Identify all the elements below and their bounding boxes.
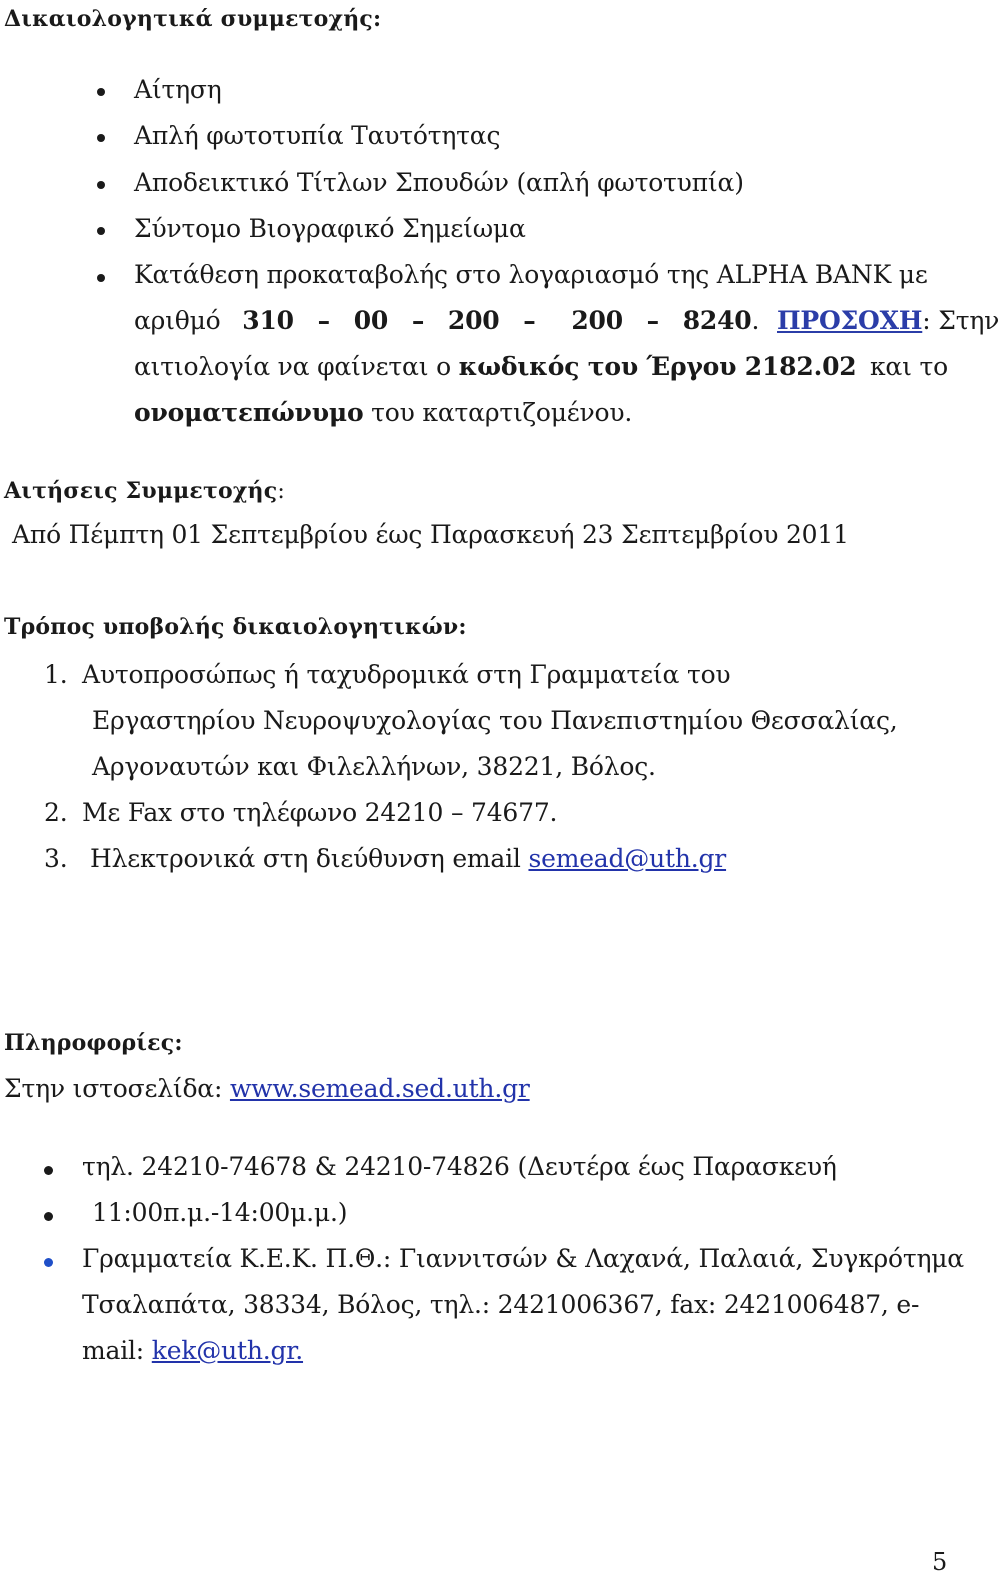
account-part: 310 — [242, 306, 294, 335]
list-item: Αποδεικτικό Τίτλων Σπουδών (απλή φωτοτυπία) — [134, 168, 744, 197]
website-label: Στην ιστοσελίδα: — [4, 1074, 223, 1103]
submission-item-2: Με Fax στο τηλέφωνο 24210 – 74677. — [82, 798, 558, 827]
secretariat-line-1: Γραμματεία Κ.Ε.Κ. Π.Θ.: Γιαννιτσών & Λαχανά, Παλαιά, Συγκρότημα — [82, 1244, 964, 1273]
deposit-line-3 — [134, 352, 856, 381]
applications-heading — [4, 478, 285, 504]
submission-number: 1. — [44, 660, 68, 689]
account-dash: – — [646, 306, 659, 335]
submission-number: 3. — [44, 844, 68, 873]
account-dash: – — [523, 306, 536, 335]
email-link[interactable]: semead@uth.gr — [528, 844, 727, 873]
deposit-line-1: Κατάθεση προκαταβολής στο λογαριασμό της ALPHA BANK με — [134, 260, 928, 289]
phone-line-2: 11:00π.μ.-14:00μ.μ.) — [92, 1198, 348, 1227]
attention-rest: : Στην — [922, 306, 999, 335]
submission-heading: Τρόπος υποβολής δικαιολογητικών: — [4, 614, 467, 640]
submission-item-1-line-2: Εργαστηρίου Νευροψυχολογίας του Πανεπιστημίου Θεσσαλίας, — [92, 706, 898, 735]
list-item: Απλή φωτοτυπία Ταυτότητας — [134, 121, 501, 150]
account-period: . — [751, 306, 760, 335]
bullet-icon — [44, 1166, 53, 1175]
bullet-icon — [97, 88, 105, 96]
bullet-icon — [97, 227, 105, 235]
documents-heading: Δικαιολογητικά συμμετοχής: — [4, 6, 382, 32]
submission-item-3-text: Ηλεκτρονικά στη διεύθυνση email — [90, 844, 521, 873]
website-link[interactable]: www.semead.sed.uth.gr — [229, 1074, 530, 1103]
project-code: κωδικός του Έργου 2182.02 — [458, 352, 857, 381]
applications-period: Από Πέμπτη 01 Σεπτεμβρίου έως Παρασκευή 23 Σεπτεμβρίου 2011 — [12, 520, 849, 549]
secretariat-line-2: Τσαλαπάτα, 38334, Βόλος, τηλ.: 2421006367, fax: 2421006487, e- — [82, 1290, 920, 1319]
submission-item-1-line-3: Αργοναυτών και Φιλελλήνων, 38221, Βόλος. — [92, 752, 656, 781]
account-part: 8240 — [682, 306, 752, 335]
deposit-line-3-end: και το — [870, 352, 948, 381]
info-heading: Πληροφορίες: — [4, 1030, 183, 1056]
secretariat-mail-label: mail: — [82, 1336, 145, 1365]
secretariat-email-link[interactable]: kek@uth.gr. — [151, 1336, 304, 1365]
phone-line-1: τηλ. 24210-74678 & 24210-74826 (Δευτέρα έως Παρασκευή — [82, 1152, 837, 1181]
submission-number: 2. — [44, 798, 68, 827]
list-item: Σύντομο Βιογραφικό Σημείωμα — [134, 214, 526, 243]
deposit-text: του καταρτιζομένου. — [371, 398, 633, 427]
bullet-icon — [97, 134, 105, 142]
submission-item-1: Αυτοπροσώπως ή ταχυδρομικά στη Γραμματεία του — [82, 660, 731, 689]
deposit-text: αιτιολογία να φαίνεται ο — [134, 352, 451, 381]
list-item: Αίτηση — [134, 75, 222, 104]
bullet-icon — [97, 274, 105, 282]
account-dash: – — [317, 306, 330, 335]
website-line — [4, 1074, 530, 1103]
bullet-icon — [44, 1258, 53, 1267]
submission-item-3 — [90, 844, 726, 873]
attention-label: ΠΡΟΣΟΧΗ — [777, 306, 923, 335]
secretariat-line-3 — [82, 1336, 303, 1365]
fullname-label: ονοματεπώνυμο — [134, 398, 364, 427]
page-number: 5 — [932, 1548, 948, 1576]
account-part: 00 — [353, 306, 389, 335]
applications-colon: : — [277, 479, 285, 504]
account-dash: – — [411, 306, 425, 335]
deposit-line-2 — [134, 306, 999, 335]
account-part: 200 — [571, 306, 623, 335]
bullet-icon — [44, 1212, 53, 1221]
deposit-line-4 — [134, 398, 632, 427]
deposit-prefix: αριθμό — [134, 306, 221, 335]
applications-heading-text: Αιτήσεις Συμμετοχής — [4, 478, 278, 504]
bullet-icon — [97, 181, 105, 189]
account-part: 200 — [447, 306, 500, 335]
